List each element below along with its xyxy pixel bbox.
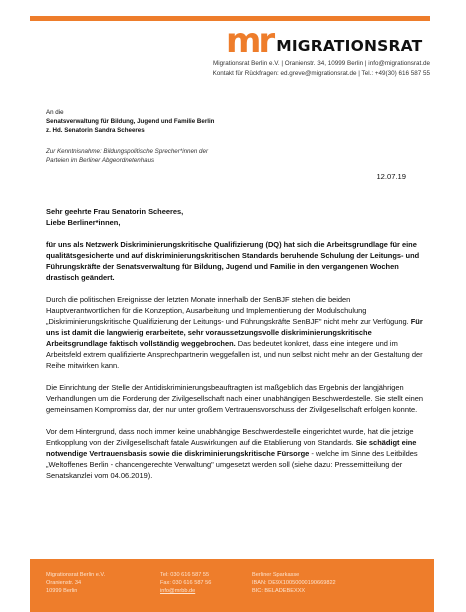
- letter-body: [46, 206, 426, 481]
- paragraph-emphasis: Sie schädigt eine notwendige Vertrauensbasis sowie die diskriminierungskritische Fürsorge: [46, 438, 417, 458]
- footer-contact: [160, 571, 211, 596]
- cc-note-line: Parteien im Berliner Abgeordnetenhaus: [46, 157, 155, 164]
- footer-fax: Fax: 030 616 587 56: [160, 580, 212, 587]
- recipient-address-block: [46, 109, 214, 135]
- logo-mark: mr: [226, 21, 273, 61]
- salutation-line: Sehr geehrte Frau Senatorin Scheeres,: [46, 207, 184, 216]
- paragraph-events: [46, 294, 426, 371]
- footer-phone: Tel: 030 616 587 55: [160, 572, 210, 578]
- cc-note-line: Zur Kenntnisnahme: Bildungspolitische Sprecher*innen der: [46, 148, 209, 155]
- footer-bic: BIC: BELADEBEXXX: [252, 588, 306, 595]
- footer-bar: [30, 559, 434, 612]
- footer-line: Migrationsrat Berlin e.V.: [46, 572, 106, 578]
- paragraph-consequences: [46, 426, 426, 481]
- footer-line: Oranienstr. 34: [46, 580, 82, 587]
- footer-line: 10999 Berlin: [46, 588, 78, 595]
- paragraph-text: - welche im Sinne des Leitbildes „Weltoffenes Berlin - chancengerechte Verwaltung" umgesetzt werden soll (siehe dazu: Pressemitteilung der Senatskanzlei vom 04.06.2019).: [46, 449, 418, 480]
- recipient-line: An die: [46, 109, 64, 116]
- footer-bank-name: Berliner Sparkasse: [252, 572, 300, 578]
- sender-address-block: [213, 59, 430, 78]
- sender-contact-line: Kontakt für Rückfragen: ed.greve@migrationsrat.de | Tel.: +49(30) 616 587 55: [212, 69, 430, 77]
- paragraph-text: Das bedeutet konkret, dass eine integere und im Arbeitsfeld extrem qualifizierte Ansprechpartnerin weggefallen ist, und nun selbst nicht mehr an der Gestaltung der Reihe mitwirken kann.: [46, 339, 423, 370]
- footer-address: [46, 571, 105, 596]
- logo-wordmark: MIGRATIONSRAT: [276, 37, 423, 55]
- paragraph-text: Durch die politischen Ereignisse der letzten Monate innerhalb der SenBJF stehen die beiden Hauptverantwortlichen für die Konzeption, Ausarbeitung und Implementierung der Modulschulung „Diskriminierungskritische Qualifizierung der Leitungs- und Führungskräfte SenBJF" nicht mehr zur Verfügung.: [46, 295, 411, 326]
- migrationsrat-logo: [226, 21, 423, 61]
- paragraph-complaint-office: Die Einrichtung der Stelle der Antidiskriminierungsbeauftragten ist maßgeblich das Ergebnis der langjährigen Verhandlungen um die Forderung der Zivilgesellschaft nach einer unabhängigen Beschwerdestelle. Sie stellt einen gemeinsamen Kompromiss dar, der nur unter großem Vertrauensvorschuss der Zivilgesellschaft erfolgen konnte.: [46, 383, 424, 414]
- salutation-line: Liebe Berliner*innen,: [46, 218, 121, 227]
- paragraph-intro: für uns als Netzwerk Diskriminierungskritische Qualifizierung (DQ) hat sich die Arbeitsgrundlage für eine qualitätsgesicherte und auf diskriminierungskritischen Standards beruhende Schulung der Leitungs- und Führungskräfte der Senatsverwaltung für Bildung, Jugend und Familie in den vergangenen Wochen drastisch geändert.: [46, 240, 420, 282]
- footer-iban: IBAN: DE9X10050000190669822: [252, 580, 336, 587]
- cc-note: [46, 147, 208, 165]
- paragraph-emphasis: Für uns ist damit die langwierig erarbeitete, sehr voraussetzungsvolle diskriminierungskritische Arbeitsgrundlage faktisch vollständig weggebrochen.: [46, 317, 423, 348]
- sender-address-line: Migrationsrat Berlin e.V. | Oranienstr. 34, 10999 Berlin | info@migrationsrat.de: [213, 60, 430, 67]
- letter-date: 12.07.19: [376, 172, 406, 181]
- footer-bank: [252, 571, 336, 596]
- footer-email-link[interactable]: info@mrbb.de: [160, 588, 196, 595]
- paragraph-text: Vor dem Hintergrund, dass noch immer keine unabhängige Beschwerdestelle eingerichtet wurde, hat die jetzige Entkopplung von der Zivilgesellschaft fatale Auswirkungen auf die Etablierung von Standards.: [46, 427, 414, 447]
- recipient-organization: Senatsverwaltung für Bildung, Jugend und Familie Berlin: [46, 117, 215, 125]
- recipient-person: z. Hd. Senatorin Sandra Scheeres: [46, 126, 145, 134]
